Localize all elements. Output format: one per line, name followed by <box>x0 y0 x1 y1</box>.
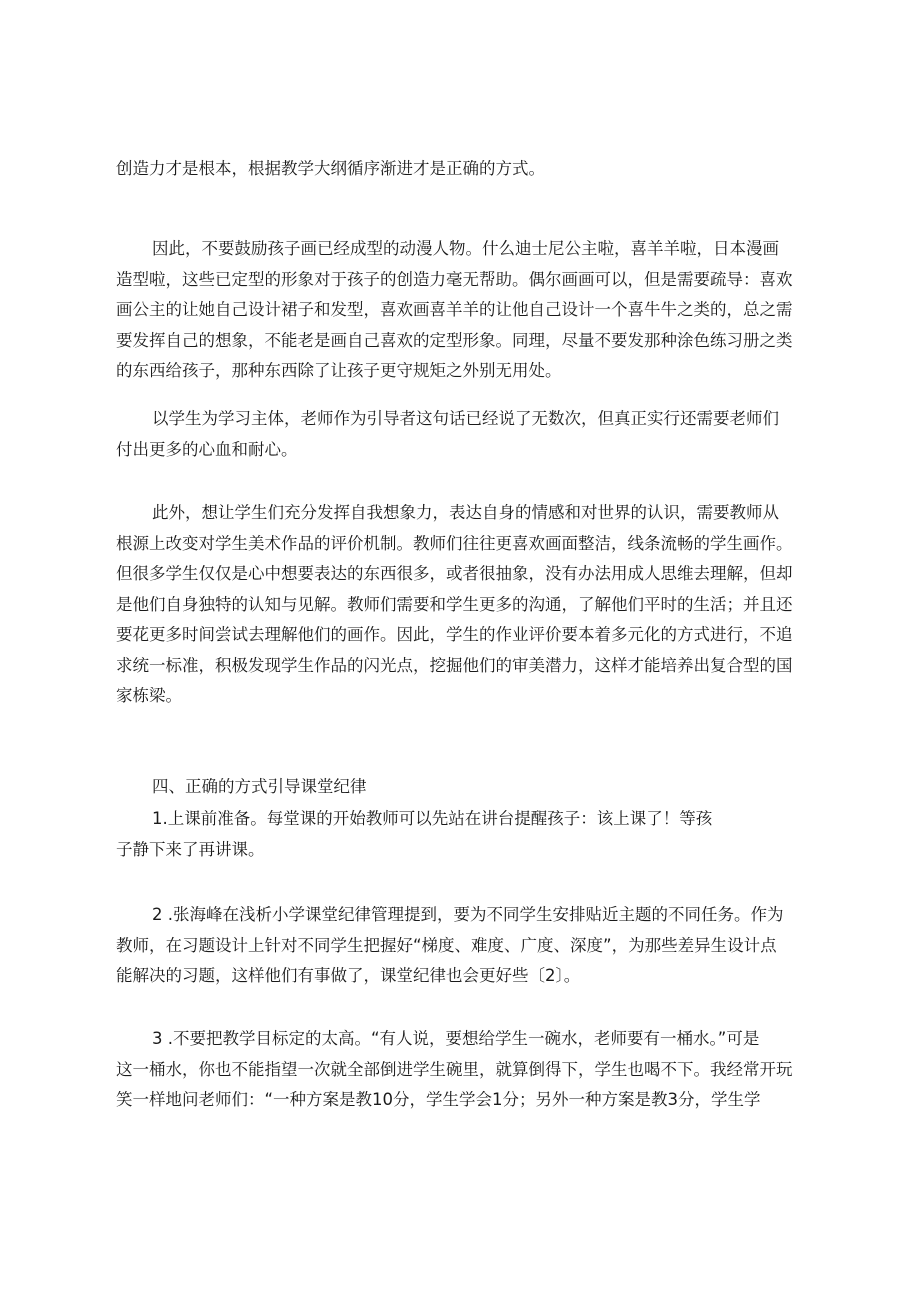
text-line: 因此，不要鼓励孩子画已经成型的动漫人物。什么迪士尼公主啦，喜羊羊啦，日本漫画 <box>152 239 779 258</box>
text-line: 2 .张海峰在浅析小学课堂纪律管理提到，要为不同学生安排贴近主题的不同任务。作为 <box>152 905 784 924</box>
text-line: 付出更多的心血和耐心。 <box>116 439 298 459</box>
text-line: 笑一样地问老师们：“一种方案是教10分，学生学会1分；另外一种方案是教3分，学生学 <box>116 1090 761 1109</box>
text-line: 画公主的让她自己设计裙子和发型，喜欢画喜羊羊的让他自己设计一个喜牛牛之类的，总之需 <box>116 300 793 319</box>
text-line: 根源上改变对学生美术作品的评价机制。教师们往往更喜欢画面整洁，线条流畅的学生画作。 <box>116 533 793 553</box>
paragraph-4 <box>116 498 793 712</box>
text-line: 四、正确的方式引导课堂纪律 <box>152 777 367 796</box>
section-heading <box>116 772 367 803</box>
paragraph-item-1 <box>116 804 712 865</box>
text-line: 要花更多时间尝试去理解他们的画作。因此，学生的作业评价要本着多元化的方式进行，不追 <box>116 625 793 644</box>
text-line: 要发挥自己的想象，不能老是画自己喜欢的定型形象。同理，尽量不要发那种涂色练习册之类 <box>116 330 793 350</box>
text-line: 1.上课前准备。每堂课的开始教师可以先站在讲台提醒孩子：该上课了！等孩 <box>152 809 713 828</box>
text-line: 创造力才是根本，根据教学大纲循序渐进才是正确的方式。 <box>116 159 545 178</box>
paragraph-item-3 <box>116 1024 793 1116</box>
text-line: 造型啦，这些已定型的形象对于孩子的创造力毫无帮助。偶尔画画可以，但是需要疏导：喜欢 <box>116 269 793 289</box>
text-line: 3 .不要把教学目标定的太高。“有人说，要想给学生一碗水，老师要有一桶水。”可是 <box>152 1029 760 1048</box>
text-line: 的东西给孩子，那种东西除了让孩子更守规矩之外别无用处。 <box>116 361 562 380</box>
text-line: 此外，想让学生们充分发挥自我想象力，表达自身的情感和对世界的认识，需要教师从 <box>152 503 779 522</box>
text-line: 求统一标准，积极发现学生作品的闪光点，挖掘他们的审美潜力，这样才能培养出复合型的国 <box>116 655 793 675</box>
text-line: 是他们自身独特的认知与见解。教师们需要和学生更多的沟通，了解他们平时的生活；并且还 <box>116 594 793 614</box>
paragraph-3 <box>116 404 779 465</box>
text-line: 家栋梁。 <box>116 686 182 705</box>
text-line: 但很多学生仅仅是心中想要表达的东西很多，或者很抽象，没有办法用成人思维去理解，但却 <box>116 564 793 583</box>
paragraph-item-2 <box>116 900 784 992</box>
text-line: 以学生为学习主体，老师作为引导者这句话已经说了无数次，但真正实行还需要老师们 <box>152 409 779 428</box>
text-line: 子静下来了再讲课。 <box>116 839 265 859</box>
text-line: 能解决的习题，这样他们有事做了，课堂纪律也会更好些〔2〕。 <box>116 966 581 985</box>
text-line: 这一桶水，你也不能指望一次就全部倒进学生碗里，就算倒得下，学生也喝不下。我经常开玩 <box>116 1059 793 1079</box>
text-line: 教师，在习题设计上针对不同学生把握好“梯度、难度、广度、深度”，为那些差异生设计点 <box>116 935 777 955</box>
paragraph-2 <box>116 234 793 387</box>
paragraph-1 <box>116 154 545 185</box>
